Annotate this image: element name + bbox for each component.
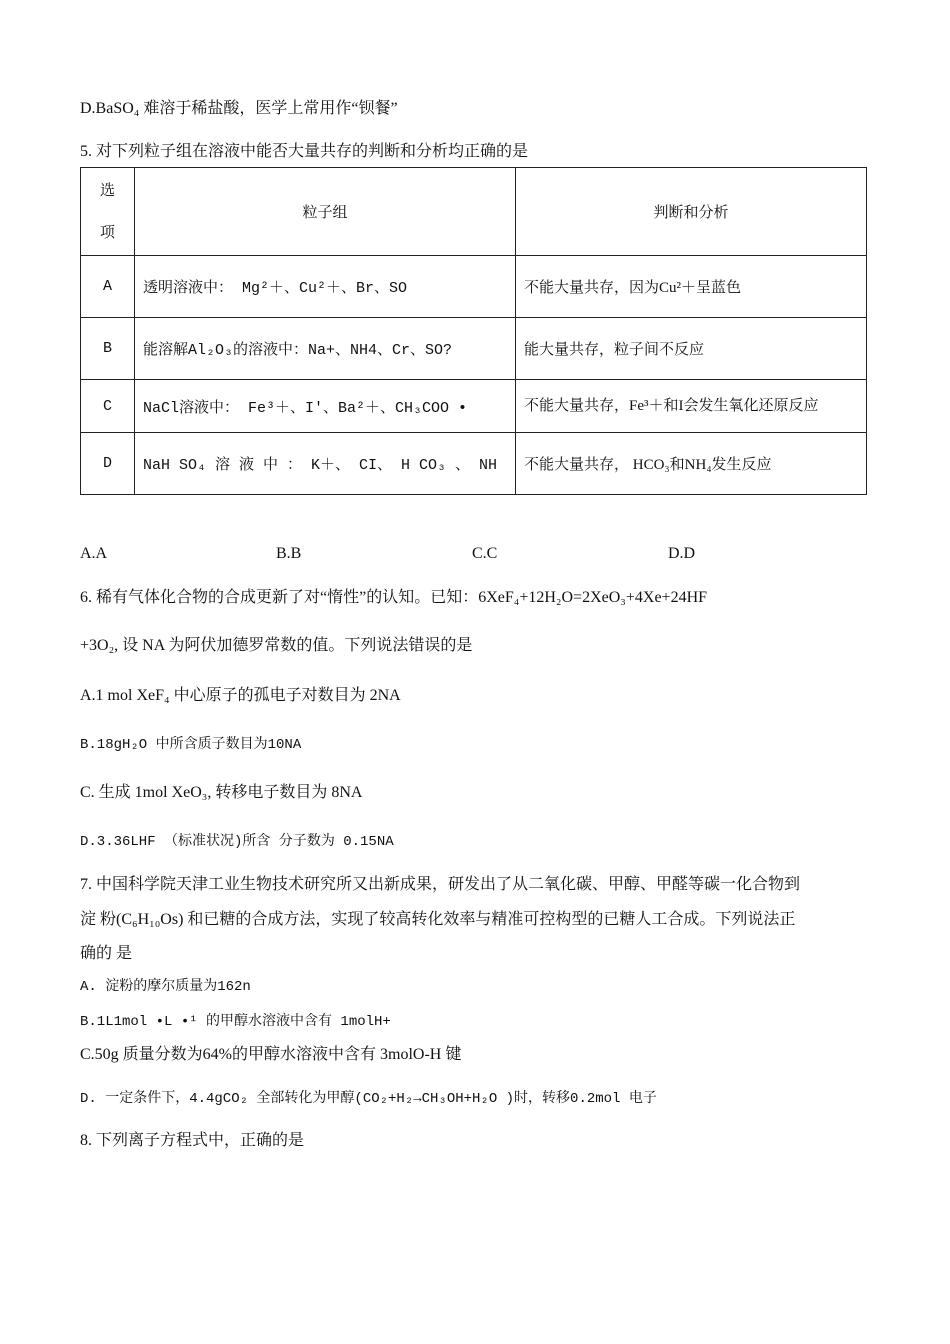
q6-option-c: C. 生成 1mol XeO₃, 转移电子数目为 8NA: [80, 784, 363, 801]
row-option: A: [81, 256, 135, 318]
row-analysis: 不能大量共存， HCO₃和NH₄发生反应: [516, 433, 867, 495]
header-particles: 粒子组: [135, 168, 516, 256]
row-analysis: 能大量共存，粒子间不反应: [516, 318, 867, 380]
table-row: [81, 256, 867, 318]
table-row: [81, 433, 867, 495]
q5-choices: [80, 544, 780, 564]
q7-option-c: C.50g 质量分数为64%的甲醇水溶液中含有 3molO-H 键: [80, 1046, 462, 1063]
choice-d: D.D: [668, 545, 696, 562]
row-analysis: 不能大量共存，Fe³＋和I会发生氧化还原反应: [516, 380, 867, 433]
q6-stem-line2: +3O₂, 设 NA 为阿伏加德罗常数的值。下列说法错误的是: [80, 637, 473, 654]
q5-stem: 5. 对下列粒子组在溶液中能否大量共存的判断和分析均正确的是: [80, 143, 529, 160]
option-d-baso4: D.BaSO₄ 难溶于稀盐酸，医学上常用作“钡餐”: [80, 100, 398, 117]
q7-stem-line3: 确的 是: [80, 945, 133, 962]
row-option: D: [81, 433, 135, 495]
choice-c: C.C: [472, 545, 498, 562]
q7-option-a: A. 淀粉的摩尔质量为162n: [80, 979, 251, 995]
row-particles: 透明溶液中： Mg²＋、Cu²＋、Br、SO: [135, 256, 516, 318]
row-particles: NaH SO₄ 溶 液 中 ： K＋、 CI、 H CO₃ 、 NH: [135, 433, 516, 495]
row-particles: NaCl溶液中： Fe³＋、I′、Ba²＋、CH₃COO •: [135, 380, 516, 433]
q7-stem-line1: 7. 中国科学院天津工业生物技术研究所又出新成果，研发出了从二氧化碳、甲醇、甲醛等碳一化合物到: [80, 876, 801, 893]
choice-a: A.A: [80, 545, 108, 562]
q6-option-d: D.3.36LHF （标准状况)所含 分子数为 0.15NA: [80, 834, 394, 850]
q5-table-header: [81, 168, 867, 256]
header-analysis: 判断和分析: [516, 168, 867, 256]
row-particles: 能溶解Al₂O₃的溶液中：Na+、NH4、Cr、SO?: [135, 318, 516, 380]
q7-option-d: D. 一定条件下，4.4gCO₂ 全部转化为甲醇(CO₂+H₂→CH₃OH+H₂O )时，转移0.2mol 电子: [80, 1091, 657, 1107]
q8-stem: 8. 下列离子方程式中，正确的是: [80, 1132, 305, 1149]
q7-option-b: B.1L1mol •L •¹ 的甲醇水溶液中含有 1molH+: [80, 1014, 391, 1030]
table-row: [81, 318, 867, 380]
q7-stem-line2: 淀 粉(C₆H₁₀Os) 和已糖的合成方法，实现了较高转化效率与精准可控构型的已糖人工合成。下列说法正: [80, 911, 796, 928]
q6-option-b: B.18gH₂O 中所含质子数目为10NA: [80, 737, 302, 753]
header-option: [81, 168, 135, 256]
q6-stem-line1: 6. 稀有气体化合物的合成更新了对“惰性”的认知。已知：6XeF₄+12H₂O=2XeO₃+4Xe+24HF: [80, 589, 708, 606]
header-option-top: 选: [99, 182, 115, 199]
choice-b: B.B: [276, 545, 302, 562]
table-row: [81, 380, 867, 433]
header-option-bottom: 项: [99, 224, 115, 241]
row-option: B: [81, 318, 135, 380]
row-option: C: [81, 380, 135, 433]
q5-table: [80, 167, 867, 495]
row-analysis: 不能大量共存，因为Cu²＋呈蓝色: [516, 256, 867, 318]
q6-option-a: A.1 mol XeF₄ 中心原子的孤电子对数目为 2NA: [80, 687, 401, 704]
